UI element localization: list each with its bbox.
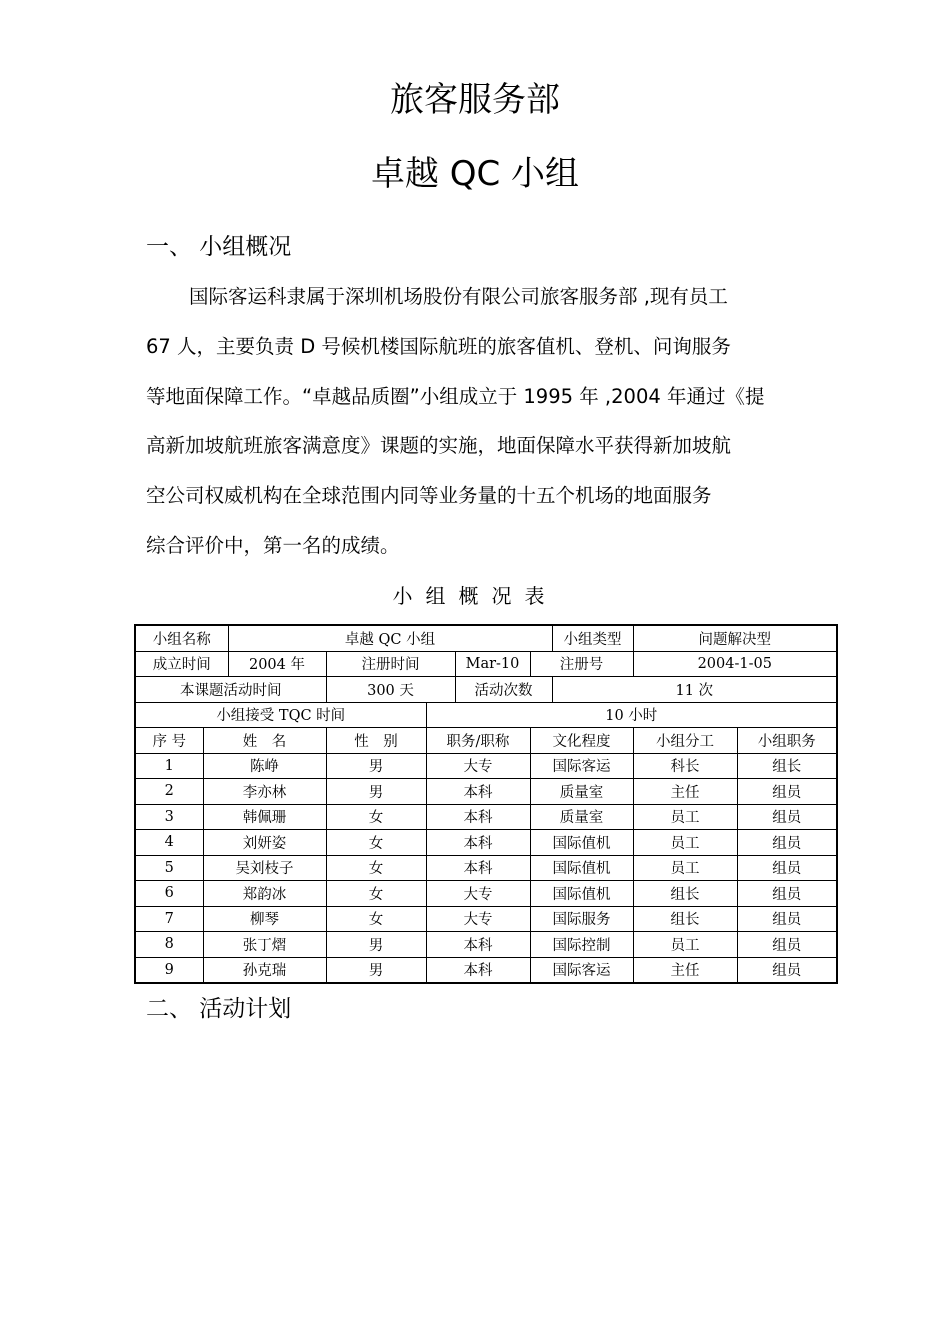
table-cell: 1 <box>135 753 203 779</box>
group-overview-table <box>134 624 838 984</box>
table-cell: 组长 <box>737 753 837 779</box>
table-cell: 本科 <box>426 804 530 830</box>
table-cell: 男 <box>326 957 426 983</box>
table-cell: 2004-1-05 <box>633 651 837 677</box>
table-cell: 小组类型 <box>552 625 633 651</box>
table-cell: 组长 <box>633 906 737 932</box>
table-cell: 主任 <box>633 779 737 805</box>
table-cell: 6 <box>135 881 203 907</box>
column-header: 职务/职称 <box>426 728 530 754</box>
table-cell: 主任 <box>633 957 737 983</box>
table-cell: 员工 <box>633 804 737 830</box>
table-row <box>135 753 837 779</box>
section-heading-plan: 二、 活动计划 <box>146 996 292 1022</box>
table-cell: 柳琴 <box>203 906 326 932</box>
table-row <box>135 804 837 830</box>
table-row <box>135 830 837 856</box>
table-row <box>135 779 837 805</box>
table-cell: 3 <box>135 804 203 830</box>
table-cell: 11 次 <box>552 677 837 703</box>
table-cell: 刘妍姿 <box>203 830 326 856</box>
table-cell: 郑韵冰 <box>203 881 326 907</box>
table-cell: 注册号 <box>530 651 633 677</box>
table-cell: 张丁熠 <box>203 932 326 958</box>
table-row <box>135 677 837 703</box>
table-cell: 男 <box>326 753 426 779</box>
table-row <box>135 855 837 881</box>
section-heading-overview: 一、 小组概况 <box>146 234 292 260</box>
table-row <box>135 906 837 932</box>
table-cell: 韩佩珊 <box>203 804 326 830</box>
column-header: 性 别 <box>326 728 426 754</box>
table-cell: 组员 <box>737 932 837 958</box>
table-cell: 员工 <box>633 830 737 856</box>
table-cell: 质量室 <box>530 779 633 805</box>
table-cell: 女 <box>326 804 426 830</box>
table-cell: 大专 <box>426 881 530 907</box>
table-row <box>135 651 837 677</box>
table-cell: 本科 <box>426 957 530 983</box>
table-cell: 组长 <box>633 881 737 907</box>
table-cell: 国际客运 <box>530 957 633 983</box>
table-cell: 组员 <box>737 881 837 907</box>
table-cell: 陈峥 <box>203 753 326 779</box>
table-cell: 300 天 <box>326 677 455 703</box>
table-cell: Mar-10 <box>455 651 530 677</box>
table-cell: 活动次数 <box>455 677 552 703</box>
table-cell: 国际值机 <box>530 855 633 881</box>
table-cell: 质量室 <box>530 804 633 830</box>
table-cell: 国际客运 <box>530 753 633 779</box>
table-cell: 9 <box>135 957 203 983</box>
paragraph-line: 综合评价中，第一名的成绩。 <box>146 533 400 557</box>
table-cell: 8 <box>135 932 203 958</box>
table-cell: 国际控制 <box>530 932 633 958</box>
table-cell: 成立时间 <box>135 651 228 677</box>
table-row <box>135 625 837 651</box>
table-cell: 本课题活动时间 <box>135 677 326 703</box>
table-cell: 2 <box>135 779 203 805</box>
table-cell: 国际值机 <box>530 881 633 907</box>
column-header: 姓 名 <box>203 728 326 754</box>
table-cell: 李亦林 <box>203 779 326 805</box>
table-row <box>135 957 837 983</box>
table-row <box>135 932 837 958</box>
table-cell: 员工 <box>633 855 737 881</box>
table-caption: 小组概况表 <box>392 584 558 608</box>
column-header: 小组职务 <box>737 728 837 754</box>
table-cell: 大专 <box>426 753 530 779</box>
table-cell: 吴刘枝子 <box>203 855 326 881</box>
table-cell: 10 小时 <box>426 702 837 728</box>
paragraph-line: 67 人，主要负责 D 号候机楼国际航班的旅客值机、登机、问询服务 <box>146 334 731 358</box>
table-cell: 本科 <box>426 830 530 856</box>
table-cell: 女 <box>326 881 426 907</box>
paragraph-line: 等地面保障工作。“卓越品质圈”小组成立于 1995 年 ,2004 年通过《提 <box>146 384 765 408</box>
table-cell: 小组接受 TQC 时间 <box>135 702 426 728</box>
column-header: 序 号 <box>135 728 203 754</box>
table-cell: 本科 <box>426 779 530 805</box>
member-rows <box>135 753 837 983</box>
table-cell: 本科 <box>426 932 530 958</box>
table-cell: 5 <box>135 855 203 881</box>
table-cell: 员工 <box>633 932 737 958</box>
table-cell: 组员 <box>737 906 837 932</box>
table-cell: 组员 <box>737 957 837 983</box>
table-cell: 2004 年 <box>228 651 326 677</box>
table-cell: 科长 <box>633 753 737 779</box>
table-cell: 组员 <box>737 779 837 805</box>
paragraph-line: 空公司权威机构在全球范围内同等业务量的十五个机场的地面服务 <box>146 484 712 508</box>
column-header: 小组分工 <box>633 728 737 754</box>
page-title: 旅客服务部 <box>390 80 560 120</box>
paragraph-line: 高新加坡航班旅客满意度》课题的实施，地面保障水平获得新加坡航 <box>146 434 732 458</box>
table-cell: 4 <box>135 830 203 856</box>
table-cell: 卓越 QC 小组 <box>228 625 552 651</box>
table-cell: 注册时间 <box>326 651 455 677</box>
table-cell: 国际值机 <box>530 830 633 856</box>
table-cell: 女 <box>326 855 426 881</box>
table-cell: 孙克瑞 <box>203 957 326 983</box>
table-cell: 组员 <box>737 830 837 856</box>
table-row <box>135 702 837 728</box>
table-cell: 组员 <box>737 804 837 830</box>
table-cell: 7 <box>135 906 203 932</box>
table-cell: 组员 <box>737 855 837 881</box>
table-cell: 大专 <box>426 906 530 932</box>
paragraph-line: 国际客运科隶属于深圳机场股份有限公司旅客服务部 ,现有员工 <box>189 285 728 308</box>
table-header-row <box>135 728 837 754</box>
table-cell: 国际服务 <box>530 906 633 932</box>
page-subtitle: 卓越 QC 小组 <box>370 154 580 194</box>
overview-paragraph <box>146 282 806 581</box>
table-cell: 女 <box>326 906 426 932</box>
table-cell: 小组名称 <box>135 625 228 651</box>
table-cell: 本科 <box>426 855 530 881</box>
column-header: 文化程度 <box>530 728 633 754</box>
table-cell: 问题解决型 <box>633 625 837 651</box>
table-row <box>135 881 837 907</box>
table-cell: 女 <box>326 830 426 856</box>
table-cell: 男 <box>326 932 426 958</box>
table-cell: 男 <box>326 779 426 805</box>
